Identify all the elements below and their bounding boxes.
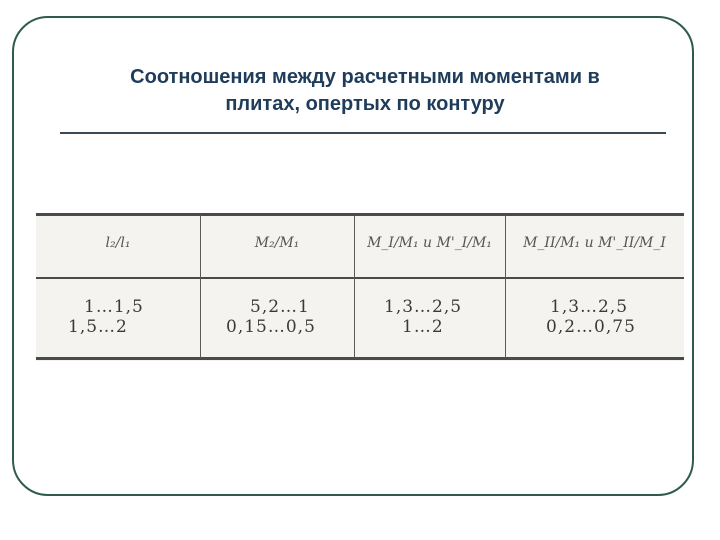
title-line-1: Соотношения между расчетными моментами в bbox=[130, 66, 600, 88]
slide-title bbox=[60, 64, 670, 118]
header-cell: M_I/M₁ и M'_I/M₁ bbox=[367, 235, 492, 251]
table-top-rule bbox=[36, 213, 684, 216]
table-cell: 1…1,5 bbox=[84, 297, 144, 317]
table-header-rule bbox=[36, 277, 684, 279]
table-cell: 5,2…1 bbox=[250, 297, 310, 317]
moments-table bbox=[36, 213, 684, 361]
table-cell: 1,5…2 bbox=[68, 317, 128, 337]
title-divider bbox=[60, 132, 666, 134]
table-bottom-rule bbox=[36, 357, 684, 360]
table-cell: 0,2…0,75 bbox=[546, 317, 636, 337]
header-cell: M₂/M₁ bbox=[254, 235, 300, 251]
table-cell: 1…2 bbox=[402, 317, 444, 337]
table-cell: 1,3…2,5 bbox=[384, 297, 463, 317]
header-cell: l₂/l₁ bbox=[105, 235, 131, 251]
table-cell: 1,3…2,5 bbox=[550, 297, 629, 317]
header-cell: M_II/M₁ и M'_II/M_I bbox=[523, 235, 666, 251]
title-line-2: плитах, опертых по контуру bbox=[225, 93, 505, 115]
table-cell: 0,15…0,5 bbox=[226, 317, 316, 337]
